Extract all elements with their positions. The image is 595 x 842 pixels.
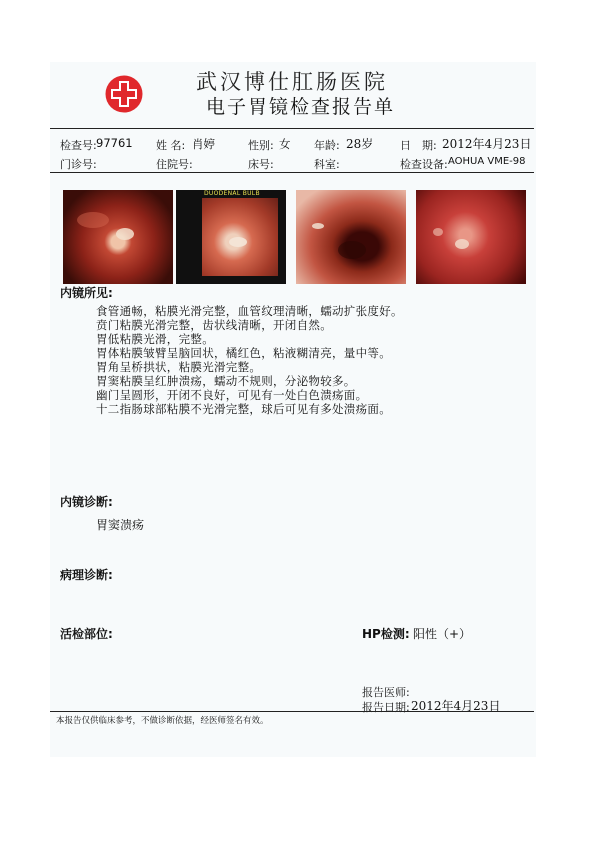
endoscopy-photo-1 — [63, 190, 173, 284]
diagnosis-value: 胃窦溃疡 — [96, 518, 145, 532]
report-date-label: 报告日期: — [362, 701, 410, 714]
inpatient-no-label: 住院号: — [156, 158, 193, 171]
dept-label: 科室: — [314, 158, 340, 171]
sex-value: 女 — [279, 137, 291, 151]
endoscopy-photo-4 — [416, 190, 526, 284]
endoscopy-photo-2 — [176, 190, 286, 284]
bed-no-label: 床号: — [248, 158, 274, 171]
hp-test-value: 阳性（+） — [413, 627, 472, 641]
findings-line: 十二指肠球部粘膜不光滑完整，球后可见有多处溃疡面。 — [96, 402, 391, 416]
sex-label: 性别: — [248, 139, 274, 152]
hospital-cross-logo-icon — [104, 74, 144, 114]
device-label: 检查设备: — [400, 158, 448, 171]
findings-label: 内镜所见: — [60, 286, 113, 300]
biopsy-site-label: 活检部位: — [60, 627, 113, 641]
hp-test-label: HP检测: — [362, 627, 410, 641]
header-divider-top — [50, 128, 534, 129]
disclaimer-note: 本报告仅供临床参考，不做诊断依据，经医师签名有效。 — [56, 716, 269, 726]
findings-line: 幽门呈圆形，开闭不良好，可见有一处白色溃疡面。 — [96, 388, 368, 402]
endoscopy-photo-3 — [296, 190, 406, 284]
findings-line: 胃体粘膜皱臂呈脑回状，橘红色，粘液糊清亮，量中等。 — [96, 346, 391, 360]
header-divider-bottom — [50, 172, 534, 173]
findings-line: 食管通畅，粘膜光滑完整，血管纹理清晰，蠕动扩张度好。 — [96, 304, 403, 318]
report-doctor-label: 报告医师: — [362, 686, 410, 699]
photo-overlay-label: DUODENAL BULB — [204, 190, 260, 197]
footer-divider — [50, 711, 534, 712]
device-value: AOHUA VME-98 — [448, 156, 526, 167]
photo-frame-overlay — [176, 190, 286, 284]
age-label: 年龄: — [314, 139, 340, 152]
exam-no-value: 97761 — [96, 136, 133, 150]
findings-line: 贲门粘膜光滑完整，齿状线清晰，开闭自然。 — [96, 318, 332, 332]
pathology-label: 病理诊断: — [60, 568, 113, 582]
report-date-value: 2012年4月23日 — [411, 699, 501, 713]
patient-name-value: 肖婷 — [192, 137, 215, 151]
exam-date-value: 2012年4月23日 — [442, 137, 532, 151]
findings-line: 胃窦粘膜呈红肿溃疡，蠕动不规则，分泌物较多。 — [96, 374, 356, 388]
report-title: 电子胃镜检查报告单 — [206, 96, 396, 118]
findings-line: 胃角呈桥拱状，粘膜光滑完整。 — [96, 360, 262, 374]
hospital-name: 武汉博仕肛肠医院 — [196, 70, 388, 94]
outpatient-no-label: 门诊号: — [60, 158, 97, 171]
findings-line: 胃低粘膜光滑，完整。 — [96, 332, 214, 346]
patient-name-label: 姓 名: — [156, 139, 186, 152]
date-label: 日 期: — [400, 139, 437, 152]
age-value: 28岁 — [346, 137, 374, 151]
findings-list — [96, 304, 403, 416]
diagnosis-label: 内镜诊断: — [60, 495, 113, 509]
exam-no-label: 检查号: — [60, 139, 97, 152]
